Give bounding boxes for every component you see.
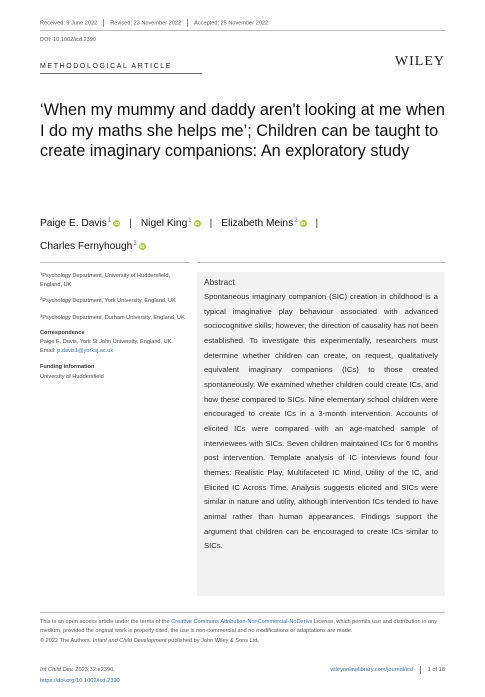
received-date: Received: 9 June 2022 — [40, 20, 98, 27]
article-title: ‘When my mummy and daddy aren't looking at me when I do my maths she helps me’; Children can be taught to create imaginary companions: An exploratory study — [40, 101, 445, 160]
journal-website-link[interactable]: wileyonlinelibrary.com/journal/icd — [330, 667, 413, 673]
accepted-date: Accepted: 25 November 2022 — [194, 20, 269, 27]
divider — [103, 19, 104, 27]
funding-text: University of Huddersfield — [40, 373, 104, 380]
abstract-text: Spontaneous imaginary companion (SIC) creation in childhood is a typical imaginative play behaviour associated with advanced sociocognitive skills; however, the direction of causality has not been established. To investigate this experimentally, researchers must determine whether children can create, on request, qualitatively equivalent imaginary companions (ICs) to those created spontaneously. We examined whether children could create ICs, and how these compared to SICs. Nine elementary school children were encouraged to create ICs in a 3-month intervention. Accounts of elicited ICs were compared with an age-matched sample of interviewees with SICs. Seven children maintained ICs for 6 months post intervention. Template analysis of IC interviews found four themes: Realistic Play, Multifaceted IC Mind, Utility of the IC, and Elicited IC Across Time. Analysis suggests elicited and SICs were similar in nature and utility, although intervention ICs tended to have animal rather than human appearances. Findings support the argument that children can be encouraged to create ICs similar to SICs. — [204, 292, 438, 551]
affiliation: $^2$Psychology Department, York University, England, UK — [40, 296, 176, 305]
author[interactable]: Charles Fernyhough$^3$ iD — [40, 241, 145, 252]
orcid-icon[interactable]: iD — [194, 221, 200, 226]
footer-right — [330, 665, 445, 676]
page-number: 1 of 18 — [427, 667, 445, 673]
article-type-rule — [40, 73, 202, 74]
article-dates — [40, 19, 268, 27]
abstract-box — [197, 272, 445, 596]
author[interactable]: Paige E. Davis$^1$ iD — [40, 218, 119, 229]
affiliation: $^1$Psychology Department, University of Huddersfield, England, UK — [40, 271, 171, 289]
cc-license-link[interactable]: Creative Commons Attribution-NonCommercial-NoDerivs — [171, 619, 313, 625]
orcid-icon[interactable]: iD — [300, 221, 306, 226]
license-notice: This is an open access article under the terms of the Creative Commons Attribution-NonCommercial-NoDerivs License, which permits use and distribution in any medium, provided the original work is properly cited, the use is non-commercial and no modifications or adaptations are made. © 2022 The Authors. Infant and Child Development published by John Wiley & Sons Ltd. — [40, 619, 438, 644]
author[interactable]: Nigel King$^1$ iD — [140, 218, 200, 229]
author[interactable]: Elizabeth Meins$^2$ iD — [221, 218, 306, 229]
article-type: METHODOLOGICAL ARTICLE — [40, 63, 173, 70]
doi-link[interactable]: https://doi.org/10.1002/icd.2390 — [40, 677, 120, 684]
orcid-icon[interactable]: iD — [114, 221, 119, 226]
correspondence-heading: Correspondence — [40, 329, 85, 336]
author-list: Paige E. Davis$^1$ iD | Nigel King$^1$ iD | Elizabeth Meins$^2$ iD | Charles Fernyhough$^3$ iD — [40, 218, 319, 252]
affiliation: $^3$Psychology Department, Durham University, England, UK — [40, 312, 185, 321]
divider — [187, 19, 188, 27]
doi: DOI: 10.1002/icd.2390 — [40, 37, 96, 43]
footer-rule — [40, 612, 445, 613]
funding-heading: Funding information — [40, 364, 95, 371]
correspondence-email: Email: p.davis1@yorksj.ac.uk — [40, 348, 114, 355]
article-metadata — [40, 269, 192, 382]
abstract-heading: Abstract — [204, 277, 235, 287]
divider — [40, 262, 190, 263]
email-link[interactable]: p.davis1@yorksj.ac.uk — [57, 348, 114, 355]
divider — [197, 262, 445, 263]
correspondence-text: Paige E. Davis, York St John University, England, UK. — [40, 339, 173, 346]
orcid-icon[interactable]: iD — [139, 244, 145, 249]
publisher-logo: WILEY — [394, 54, 445, 69]
journal-citation: Inf Child Dev. 2023;32:e2390. — [40, 667, 115, 673]
revised-date: Revised: 23 November 2022 — [110, 20, 182, 27]
header-rule — [40, 30, 445, 31]
page-footer — [40, 665, 445, 686]
